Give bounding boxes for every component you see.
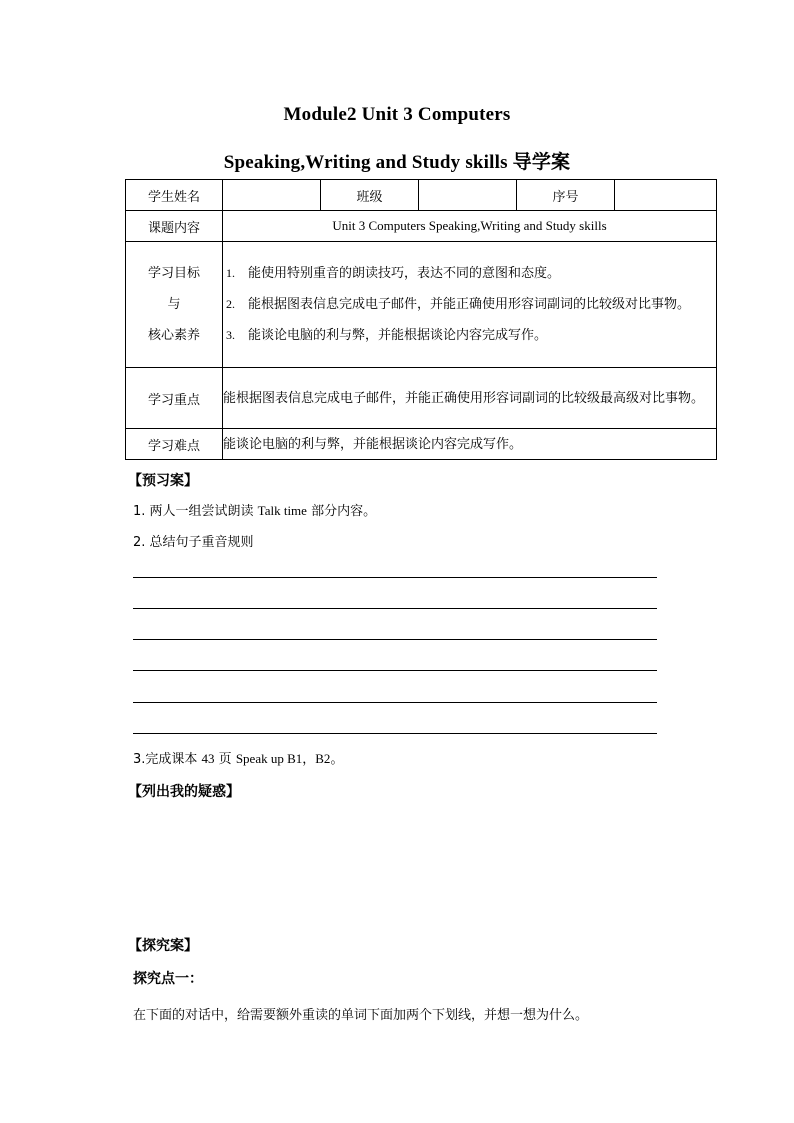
difficulty-label: 学习难点 xyxy=(126,429,223,460)
preview-item-3-prefix: 3.完成课本 xyxy=(133,752,202,767)
info-table xyxy=(125,179,717,460)
seat-number-field[interactable] xyxy=(615,180,717,211)
key-points-label: 学习重点 xyxy=(126,368,223,429)
goal-item xyxy=(223,289,716,320)
goal-item xyxy=(223,258,716,289)
class-label: 班级 xyxy=(321,180,419,211)
explore-point-1-title: 探究点一： xyxy=(133,971,203,987)
preview-item-1-prefix: 1. 两人一组尝试朗读 xyxy=(133,504,258,519)
student-name-field[interactable] xyxy=(223,180,321,211)
doubts-heading: 【列出我的疑惑】 xyxy=(128,784,240,800)
page-title: Module2 Unit 3 Computers xyxy=(283,104,511,125)
answer-line[interactable] xyxy=(133,639,657,640)
goals-label-line2: 与 xyxy=(167,297,181,312)
answer-line[interactable] xyxy=(133,702,657,703)
page-subtitle: Speaking,Writing and Study skills 导学案 xyxy=(223,152,571,173)
explore-heading: 【探究案】 xyxy=(128,938,198,954)
answer-line[interactable] xyxy=(133,608,657,609)
key-points-text: 能根据图表信息完成电子邮件，并能正确使用形容词副词的比较级最高级对比事物。 xyxy=(223,368,717,429)
preview-item-3-page: 43 xyxy=(201,751,215,766)
preview-item-3-suffix: 。 xyxy=(330,752,344,767)
preview-item-2: 2. 总结句子重音规则 xyxy=(133,535,254,550)
goals-label-line3: 核心素养 xyxy=(147,328,200,343)
student-name-label: 学生姓名 xyxy=(126,180,223,211)
preview-item-3 xyxy=(133,748,343,767)
goal-number: 3. xyxy=(226,328,235,342)
goals-list xyxy=(223,242,717,368)
goal-text: 能根据图表信息完成电子邮件，并能正确使用形容词副词的比较级对比事物。 xyxy=(248,297,691,312)
goal-number: 2. xyxy=(226,297,235,311)
goal-number: 1. xyxy=(226,266,235,280)
goal-text: 能使用特别重音的朗读技巧，表达不同的意图和态度。 xyxy=(248,266,561,281)
preview-item-1 xyxy=(133,500,376,519)
goals-label-line1: 学习目标 xyxy=(147,266,200,281)
answer-line[interactable] xyxy=(133,577,657,578)
preview-item-1-suffix: 部分内容。 xyxy=(306,504,377,519)
answer-line[interactable] xyxy=(133,733,657,734)
goals-label xyxy=(126,242,223,368)
topic-label: 课题内容 xyxy=(126,211,223,242)
explore-point-1-text: 在下面的对话中，给需要额外重读的单词下面加两个下划线，并想一想为什么。 xyxy=(133,1008,589,1023)
topic-value: Unit 3 Computers Speaking,Writing and Study skills xyxy=(223,211,717,242)
class-field[interactable] xyxy=(419,180,517,211)
preview-item-3-mid: 页 xyxy=(214,752,236,767)
goal-text: 能谈论电脑的利与弊，并能根据谈论内容完成写作。 xyxy=(248,328,548,343)
answer-line[interactable] xyxy=(133,670,657,671)
difficulty-text: 能谈论电脑的利与弊，并能根据谈论内容完成写作。 xyxy=(223,429,717,460)
preview-heading: 【预习案】 xyxy=(128,473,198,489)
preview-item-3-section: Speak up B1，B2 xyxy=(235,751,331,766)
seat-number-label: 序号 xyxy=(517,180,615,211)
goal-item xyxy=(223,320,716,351)
preview-item-1-en: Talk time xyxy=(257,503,307,518)
